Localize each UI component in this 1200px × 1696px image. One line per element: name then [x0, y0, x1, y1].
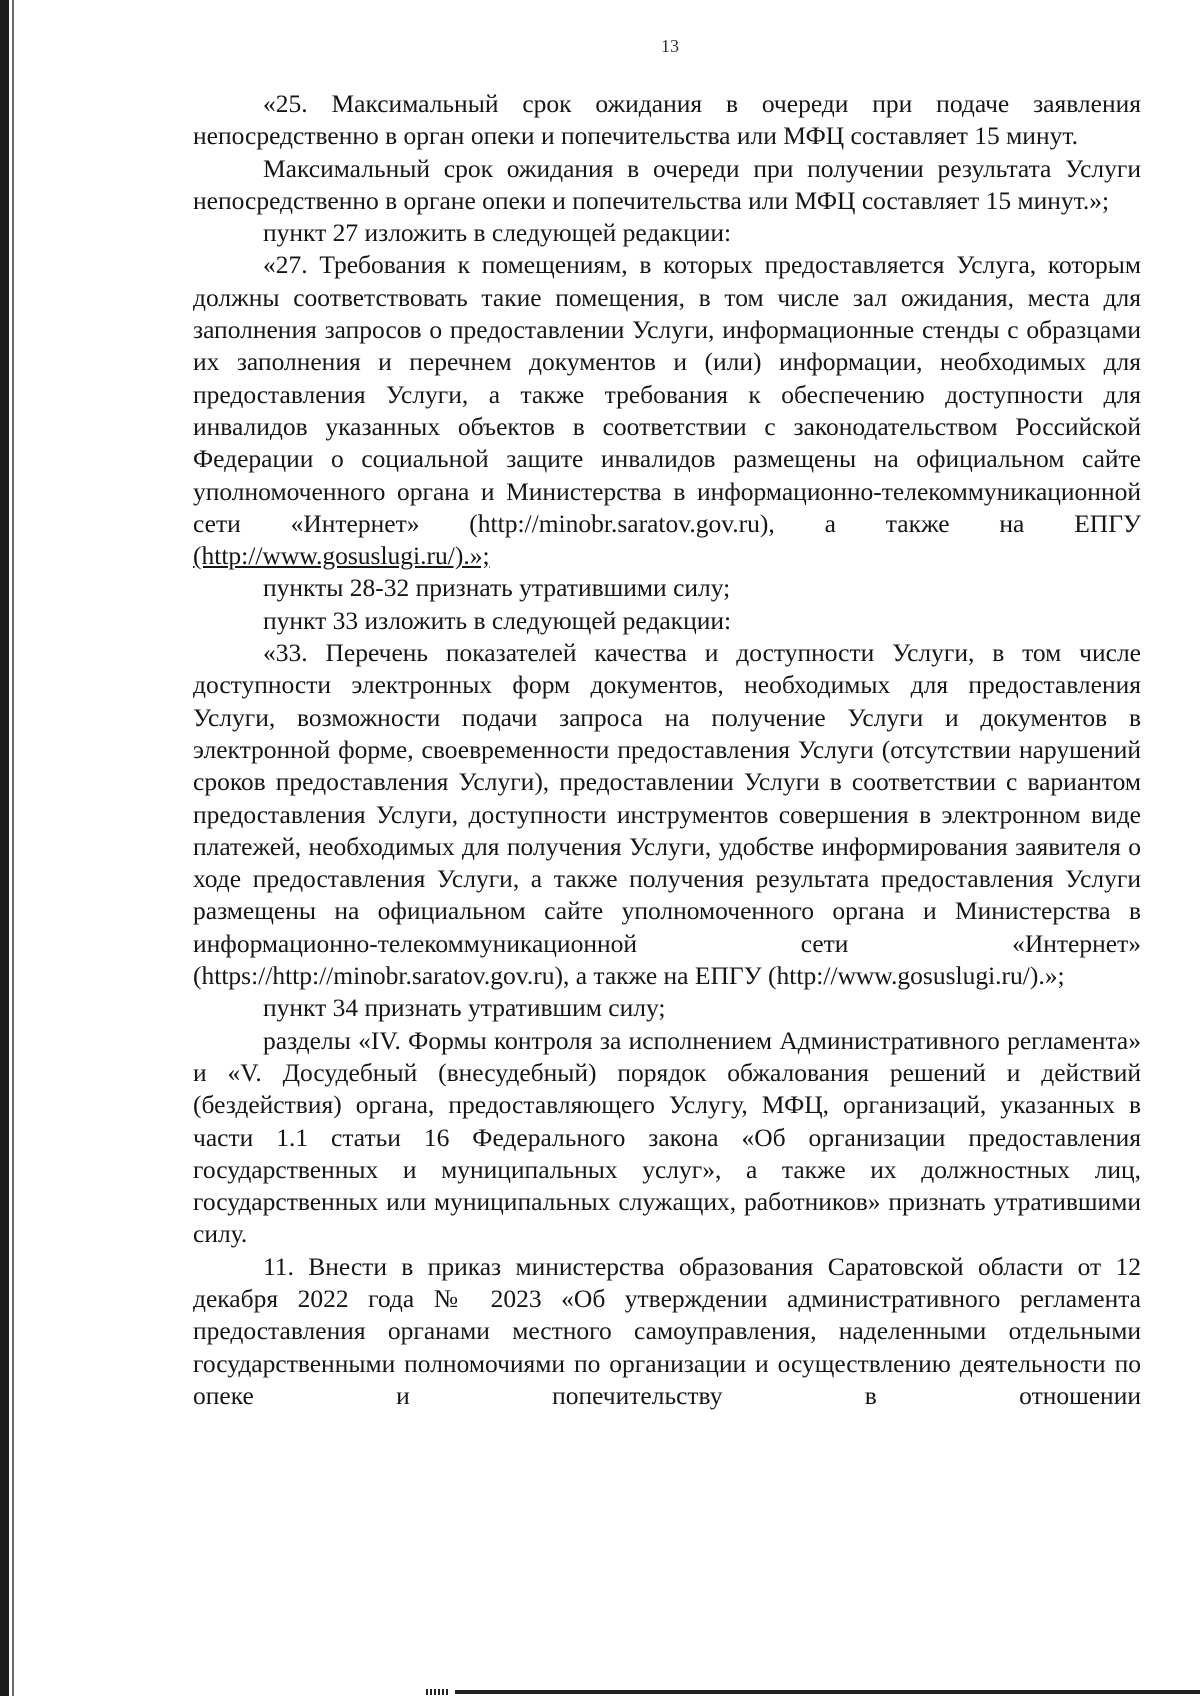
- paragraph-item-33-intro: пункт 33 изложить в следующей редакции:: [263, 605, 732, 635]
- page-number: 13: [661, 36, 679, 56]
- paragraph-waiting-time-result: Максимальный срок ожидания в очереди при получении результата Услуги непосредственно в органе опеки и попечительства или МФЦ составляет 15 минут.»;: [193, 153, 1141, 215]
- document-body: [193, 88, 1141, 1412]
- paragraph-sections-iv-v: разделы «IV. Формы контроля за исполнением Административного регламента» и «V. Досудебный (внесудебный) порядок обжалования решений и действий (бездействия) органа, предоставляющего Услугу, МФЦ, организаций, указанных в части 1.1 статьи 16 Федерального закона «Об организации предоставления государственных и муниципальных услуг», а также их должностных лиц, государственных или муниципальных служащих, работников» признать утратившими силу.: [193, 1025, 1141, 1249]
- paragraph-items-28-32: пункты 28-32 признать утратившими силу;: [263, 573, 731, 603]
- paragraph-item-34: пункт 34 признать утратившим силу;: [263, 993, 666, 1023]
- paragraph-item-27-link: [193, 540, 1141, 572]
- scan-bottom-ticks: [426, 1689, 450, 1695]
- paragraph-item-27-intro: пункт 27 изложить в следующей редакции:: [263, 218, 732, 248]
- paragraph-item-25: «25. Максимальный срок ожидания в очереди при подаче заявления непосредственно в орган опеки и попечительства или МФЦ составляет 15 минут.: [193, 89, 1141, 151]
- scan-bottom-border: [455, 1690, 1200, 1694]
- gosuslugi-link[interactable]: (http://www.gosuslugi.ru/).»;: [193, 541, 490, 571]
- paragraph-item-11: 11. Внести в приказ министерства образования Саратовской области от 12 декабря 2022 года № 2023 «Об утверждении административного регламента предоставления органами местного самоуправления, наделенными отдельными государственными полномочиями по организации и осуществлению деятельности по опеке и попечительству в отношении: [193, 1251, 1141, 1410]
- scan-left-border-line: [12, 0, 14, 1696]
- paragraph-item-33: «33. Перечень показателей качества и доступности Услуги, в том числе доступности электронных форм документов, необходимых для предоставления Услуги, возможности подачи запроса на получение Услуги и документов в электронной форме, своевременности предоставления Услуги (отсутствии нарушений сроков предоставления Услуги), предоставлении Услуги в соответствии с вариантом предоставления Услуги, доступности инструментов совершения в электронном виде платежей, необходимых для получения Услуги, удобстве информирования заявителя о ходе предоставления Услуги, а также получения результата предоставления Услуги размещены на официальном сайте уполномоченного органа и Министерства в информационно-телекоммуникационной сети «Интернет» (https://http://minobr.saratov.gov.ru), а также на ЕПГУ (http://www.gosuslugi.ru/).»;: [193, 638, 1141, 991]
- paragraph-item-27: «27. Требования к помещениям, в которых предоставляется Услуга, которым должны соответствовать такие помещения, в том числе зал ожидания, места для заполнения запросов о предоставлении Услуги, информационные стенды с образцами их заполнения и перечнем документов и (или) информации, необходимых для предоставления Услуги, а также требования к обеспечению доступности для инвалидов указанных объектов в соответствии с законодательством Российской Федерации о социальной защите инвалидов размещены на официальном сайте уполномоченного органа и Министерства в информационно-телекоммуникационной сети «Интернет» (http://minobr.saratov.gov.ru), а также на ЕПГУ: [193, 250, 1141, 538]
- scan-left-border: [0, 0, 9, 1696]
